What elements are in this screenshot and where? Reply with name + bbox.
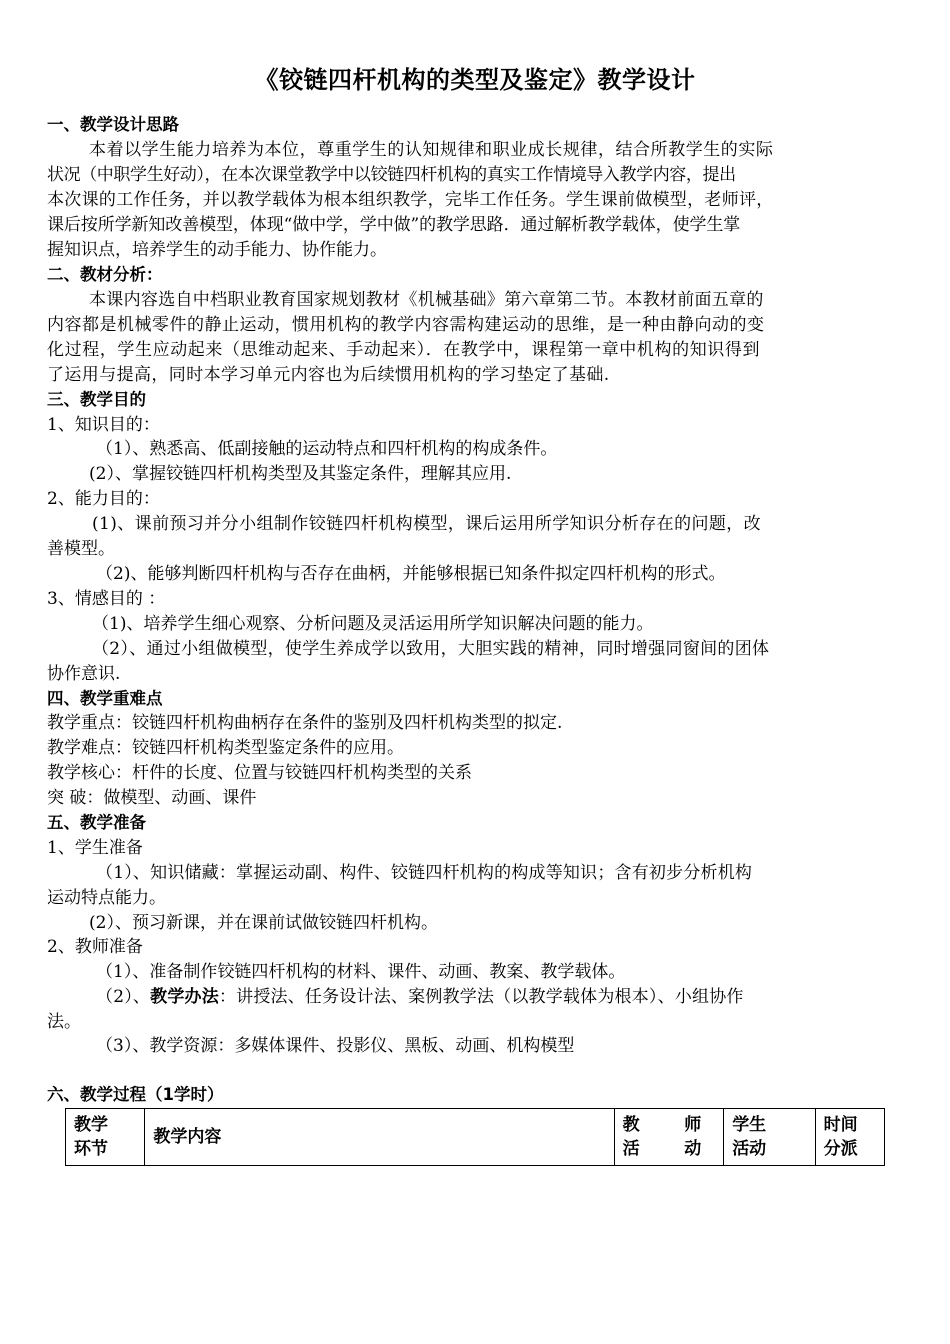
teacher-prep-item-2-cont: 法。 — [47, 1012, 81, 1032]
emotion-item-2: （2）、通过小组做模型，使学生养成学以致用，大胆实践的精神，同时增强同窗间的团体 — [92, 639, 770, 659]
knowledge-item-2: (2）、掌握铰链四杆机构类型及其鉴定条件，理解其应用. — [89, 464, 512, 484]
teaching-method-label: 教学办法 — [150, 987, 219, 1007]
page-title: 《铰链四杆机构的类型及鉴定》教学设计 — [254, 66, 696, 94]
section-heading-design-idea: 一、教学设计思路 — [47, 115, 179, 134]
ability-item-1: (1)、课前预习并分小组制作铰链四杆机构模型，课后运用所学知识分析存在的问题，改 — [92, 514, 762, 534]
paragraph-line: 化过程，学生应动起来（思维动起来、手动起来）．在教学中，课程第一章中机构的知识得到 — [47, 340, 761, 360]
knowledge-item-1: （1）、熟悉高、低副接触的运动特点和四杆机构的构成条件。 — [96, 439, 558, 459]
paragraph-line: 本着以学生能力培养为本位，尊重学生的认知规律和职业成长规律，结合所教学生的实际 — [89, 140, 774, 160]
key-point-line: 教学重点：铰链四杆机构曲柄存在条件的鉴别及四杆机构类型的拟定. — [47, 713, 563, 733]
student-prep-item-2: (2）、预习新课，并在课前试做铰链四杆机构。 — [89, 913, 438, 933]
paragraph-line: 握知识点，培养学生的动手能力、协作能力。 — [47, 240, 387, 260]
table-header-row — [66, 1109, 885, 1166]
paragraph-line: 本课内容选自中档职业教育国家规划教材《机械基础》第六章第二节。本教材前面五章的 — [89, 290, 764, 310]
section-heading-material-analysis: 二、教材分析： — [47, 265, 163, 284]
subheading-teacher-prep: 2、教师准备 — [47, 937, 143, 957]
student-prep-item-1: （1）、知识储藏：掌握运动副、构件、铰链四杆机构的构成等知识；含有初步分析机构 — [96, 863, 753, 883]
paragraph-line: 本次课的工作任务，并以教学载体为根本组织教学，完毕工作任务。学生课前做模型，老师评， — [47, 190, 774, 210]
student-prep-item-1-cont: 运动特点能力。 — [47, 888, 166, 908]
teacher-prep-item-2-prefix: （2）、 — [96, 987, 151, 1007]
section-heading-preparation: 五、教学准备 — [47, 813, 146, 832]
difficulty-line: 教学难点：铰链四杆机构类型鉴定条件的应用。 — [47, 738, 404, 758]
subheading-emotion: 3、情感目的 ： — [47, 589, 166, 609]
teacher-prep-item-2-text: ：讲授法、任务设计法、案例教学法（以教学载体为根本）、小组协作 — [218, 987, 744, 1007]
header-time: 时间 分派 — [815, 1109, 884, 1166]
section-heading-objectives: 三、教学目的 — [47, 390, 146, 409]
emotion-item-2-cont: 协作意识. — [47, 664, 121, 684]
subheading-student-prep: 1、学生准备 — [47, 838, 143, 858]
header-stage: 教学 环节 — [66, 1109, 145, 1166]
core-line: 教学核心：杆件的长度、位置与铰链四杆机构类型的关系 — [47, 763, 472, 783]
process-table — [65, 1108, 885, 1166]
subheading-knowledge: 1、知识目的： — [47, 415, 160, 435]
breakthrough-line: 突 破：做模型、动画、课件 — [47, 788, 257, 808]
header-content: 教学内容 — [145, 1109, 614, 1166]
paragraph-line: 状况（中职学生好动），在本次课堂教学中以铰链四杆机构的真实工作情境导入教学内容，提出 — [47, 165, 736, 185]
ability-item-2: （2)、能够判断四杆机构与否存在曲柄，并能够根据已知条件拟定四杆机构的形式。 — [96, 564, 726, 584]
section-heading-process: 六、教学过程（1学时） — [47, 1085, 224, 1104]
emotion-item-1: （1)、培养学生细心观察、分析问题及灵活运用所学知识解决问题的能力。 — [92, 614, 654, 634]
teacher-prep-item-3: （3）、教学资源：多媒体课件、投影仪、黑板、动画、机构模型 — [96, 1036, 575, 1056]
section-heading-key-points: 四、教学重难点 — [47, 689, 163, 708]
teacher-prep-item-1: （1）、准备制作铰链四杆机构的材料、课件、动画、教案、教学载体。 — [96, 962, 626, 982]
paragraph-line: 内容都是机械零件的静止运动，惯用机构的教学内容需构建运动的思维，是一种由静向动的变 — [47, 315, 765, 335]
paragraph-line: 课后按所学新知改善模型，体现“做中学，学中做”的教学思路．通过解析教学载体，使学生掌 — [47, 215, 741, 235]
teacher-prep-item-2 — [96, 986, 744, 1008]
header-teacher-activity: 教 师 活 动 — [614, 1109, 724, 1166]
subheading-ability: 2、能力目的： — [47, 489, 160, 509]
ability-item-1-cont: 善模型。 — [47, 539, 115, 559]
paragraph-line: 了运用与提高，同时本学习单元内容也为后续惯用机构的学习垫定了基础. — [47, 365, 610, 385]
header-student-activity: 学生 活动 — [724, 1109, 815, 1166]
